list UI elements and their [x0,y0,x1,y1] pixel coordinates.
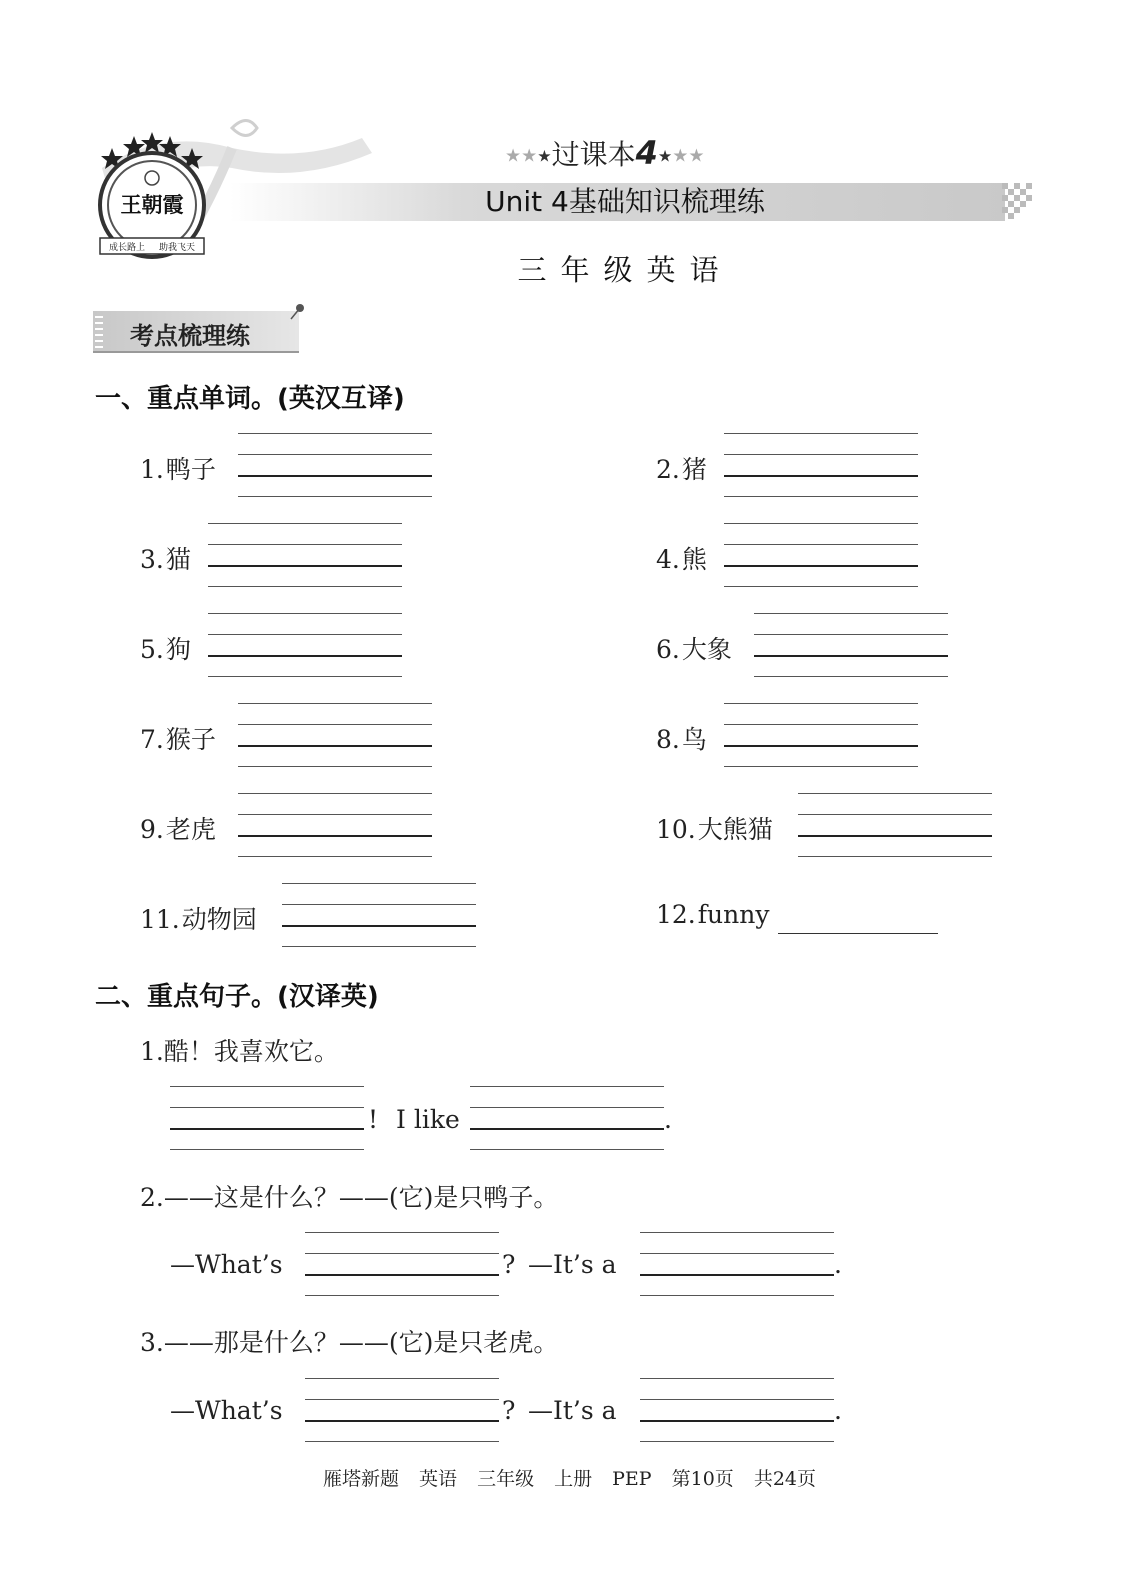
answer-lines[interactable] [238,433,432,497]
vocab-item-word: 猪 [681,455,707,484]
sentence-3-part-d: . [834,1396,842,1425]
vocab-item-num: 8. [656,725,680,754]
answer-lines[interactable] [305,1378,499,1442]
sentence-3-num: 3. [140,1328,164,1357]
vocab-item-12 [656,900,769,929]
vocab-item-num: 10. [656,815,696,844]
sentence-3-prompt [140,1323,558,1359]
page-footer: 雁塔新题 英语 三年级 上册 PEP 第10页 共24页 [322,1468,817,1490]
answer-lines[interactable] [724,523,918,587]
vocab-item-word: 鸭子 [165,455,216,484]
sentence-2-num: 2. [140,1183,164,1212]
vocab-item-2 [656,450,707,486]
vocab-item-num: 11. [140,905,180,934]
vocab-item-word: funny [697,900,770,929]
vocab-item-3 [140,540,191,576]
vocab-item-word: 大熊猫 [697,815,773,844]
logo-text: 王朝霞 [120,192,184,217]
sentence-2-part-a: —What’s [170,1250,283,1279]
logo-slogan-2: 助我飞天 [158,243,196,253]
sentence-1-part-b: I like [396,1105,460,1134]
sentence-2-part-b: ? [502,1250,516,1279]
answer-lines[interactable] [754,613,948,677]
vocab-item-num: 5. [140,635,164,664]
series-label: ★★★过课本4★★★ [505,134,705,172]
series-number: 4 [635,134,658,172]
vocab-item-word: 狗 [165,635,191,664]
series-label-text: 过课本 [551,138,636,171]
part2-heading: 二、重点句子。(汉译英) [95,982,379,1012]
vocab-item-word: 动物园 [181,905,257,934]
answer-lines[interactable] [724,703,918,767]
answer-lines[interactable] [282,883,476,947]
vocab-item-num: 2. [656,455,680,484]
pin-icon [288,302,306,320]
vocab-item-4 [656,540,707,576]
answer-lines[interactable] [238,793,432,857]
sentence-1-prompt [140,1032,339,1068]
vocab-item-word: 猴子 [165,725,216,754]
vocab-item-word: 大象 [681,635,732,664]
sentence-2-prompt [140,1178,558,1214]
sentence-3-chinese: ——那是什么？——(它)是只老虎。 [163,1328,559,1357]
vocab-item-5 [140,630,191,666]
vocab-item-8 [656,720,707,756]
sentence-2-part-d: . [834,1250,842,1279]
sentence-3-part-c: —It’s a [528,1396,617,1425]
vocab-item-num: 9. [140,815,164,844]
answer-lines[interactable] [208,613,402,677]
vocab-item-9 [140,810,216,846]
vocab-item-word: 熊 [681,545,707,574]
vocab-item-1 [140,450,216,486]
vocab-item-11 [140,900,257,936]
sentence-2-chinese: ——这是什么？——(它)是只鸭子。 [163,1183,559,1212]
sentence-3-part-a: —What’s [170,1396,283,1425]
vocab-item-word: 鸟 [681,725,707,754]
sentence-2-part-c: —It’s a [528,1250,617,1279]
answer-lines[interactable] [640,1378,834,1442]
answer-lines[interactable] [305,1232,499,1296]
answer-lines[interactable] [470,1086,664,1150]
sentence-1-part-c: . [664,1105,672,1134]
answer-lines[interactable] [724,433,918,497]
sentence-3-part-b: ? [502,1396,516,1425]
vocab-item-6 [656,630,732,666]
part1-heading: 一、重点单词。(英汉互译) [95,384,405,414]
answer-lines[interactable] [798,793,992,857]
wangzhaoxia-logo [92,130,212,260]
subtitle: 三年级英语 [517,253,733,287]
vocab-item-num: 7. [140,725,164,754]
section-tag-label: 考点梳理练 [130,321,250,350]
sentence-1-chinese: 酷！我喜欢它。 [163,1037,339,1066]
vocab-item-num: 1. [140,455,164,484]
unit-title: Unit 4基础知识梳理练 [485,185,765,218]
vocab-item-word: 猫 [165,545,191,574]
answer-lines[interactable] [238,703,432,767]
logo-slogan-1: 成长路上 [108,243,146,253]
vocab-item-num: 3. [140,545,164,574]
vocab-item-num: 4. [656,545,680,574]
sentence-1-num: 1. [140,1037,164,1066]
sentence-1-part-a: ! [368,1105,379,1134]
answer-lines[interactable] [640,1232,834,1296]
vocab-item-num: 12. [656,900,696,929]
answer-lines[interactable] [170,1086,364,1150]
answer-blank[interactable] [778,933,938,935]
vocab-item-7 [140,720,216,756]
vocab-item-10 [656,810,773,846]
vocab-item-num: 6. [656,635,680,664]
vocab-item-word: 老虎 [165,815,216,844]
answer-lines[interactable] [208,523,402,587]
tag-lines-icon [93,313,105,349]
